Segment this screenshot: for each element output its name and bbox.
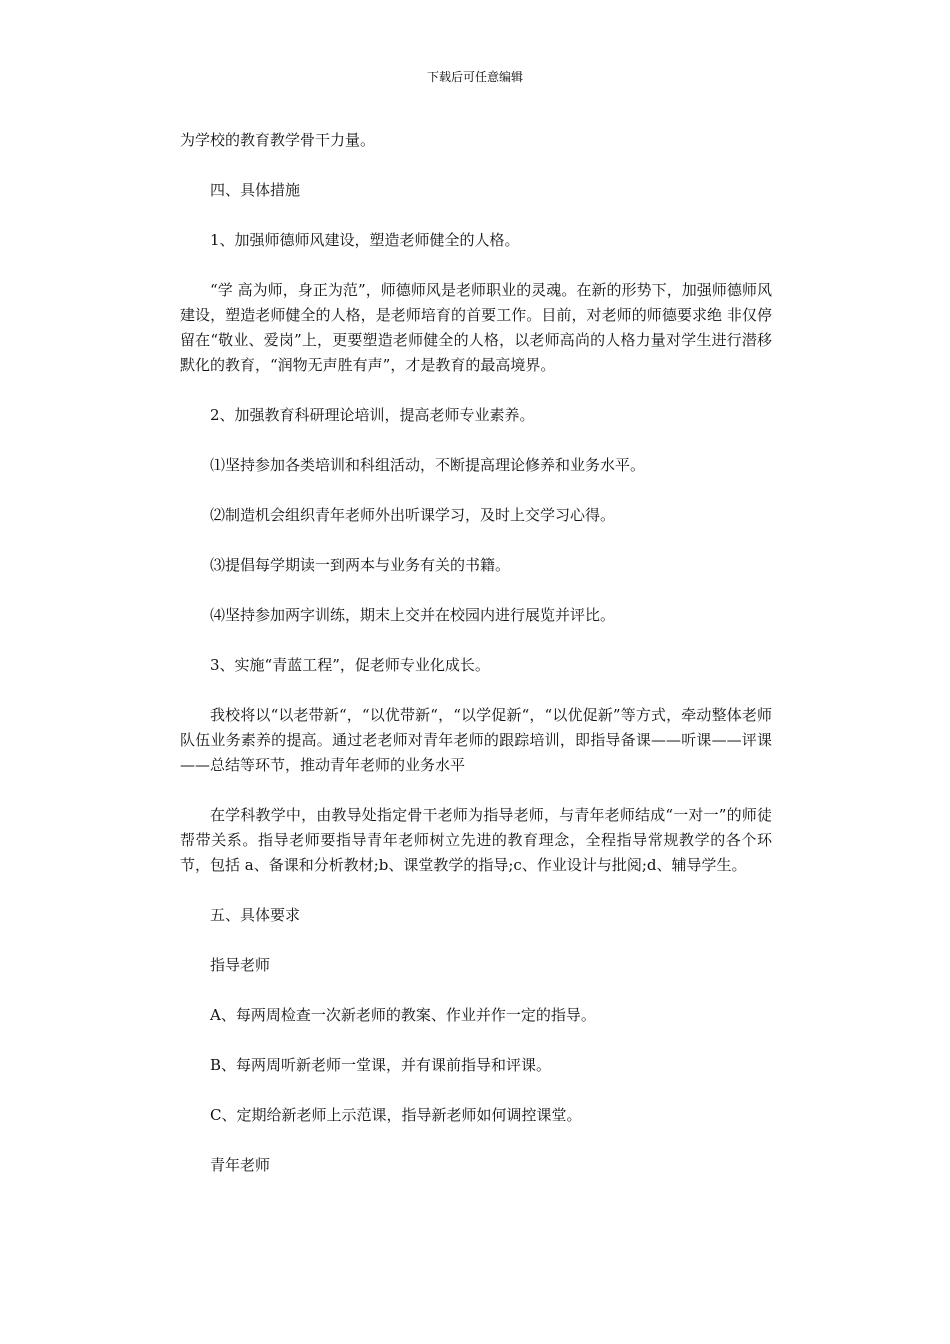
page-header: 下载后可任意编辑 [426, 70, 523, 84]
subheading-ethics: 1、加强师德师风建设，塑造老师健全的人格。 [210, 231, 520, 249]
paragraph-mentoring-methods: 我校将以“以老带新“，“以优带新“，“以学促新“，“以优促新”等方式，牵动整体老师队伍业务素养的提高。通过老老师对青年老师的跟踪培训，即指导备课——听课——评课——总结等环节，推动青年老师的业务水平 [180, 706, 772, 774]
subheading-young-teacher: 青年老师 [210, 1156, 271, 1174]
document-body [180, 128, 772, 1203]
requirement-c: C、定期给新老师上示范课，指导新老师如何调控课堂。 [210, 1106, 582, 1124]
list-item-4: ⑷坚持参加两字训练，期末上交并在校园内进行展览并评比。 [210, 606, 616, 624]
requirement-a: A、每两周检查一次新老师的教案、作业并作一定的指导。 [210, 1006, 596, 1024]
paragraph-ethics: “学 高为师，身正为范”，师德师风是老师职业的灵魂。在新的形势下，加强师德师风建设，塑造老师健全的人格，是老师培育的首要工作。目前，对老师的师德要求绝 非仅停留在“敬业、爱岗”上，更要塑造老师健全的人格，以老师高尚的人格力量对学生进行潜移默化的教育，“润物无声胜有声”，才是教育的最高境界。 [180, 281, 772, 374]
list-item-2: ⑵制造机会组织青年老师外出听课学习，及时上交学习心得。 [210, 506, 616, 524]
subheading-qinglan-project: 3、实施“青蓝工程”，促老师专业化成长。 [210, 656, 490, 674]
paragraph-continuation: 为学校的教育教学骨干力量。 [180, 131, 376, 149]
list-item-1: ⑴坚持参加各类培训和科组活动，不断提高理论修养和业务水平。 [210, 456, 646, 474]
subheading-mentor-teacher: 指导老师 [210, 956, 271, 974]
subheading-research-training: 2、加强教育科研理论培训，提高老师专业素养。 [210, 406, 535, 424]
paragraph-mentoring-relation: 在学科教学中，由教导处指定骨干老师为指导老师，与青年老师结成“一对一”的师徒帮带关系。指导老师要指导青年老师树立先进的教育理念，全程指导常规教学的各个环节，包括 a、备课和分析教材;b、课堂教学的指导;c、作业设计与批阅;d、辅导学生。 [180, 806, 772, 874]
list-item-3: ⑶提倡每学期读一到两本与业务有关的书籍。 [210, 556, 511, 574]
section-heading-measures: 四、具体措施 [210, 181, 301, 199]
requirement-b: B、每两周听新老师一堂课，并有课前指导和评课。 [210, 1056, 552, 1074]
section-heading-requirements: 五、具体要求 [210, 906, 301, 924]
